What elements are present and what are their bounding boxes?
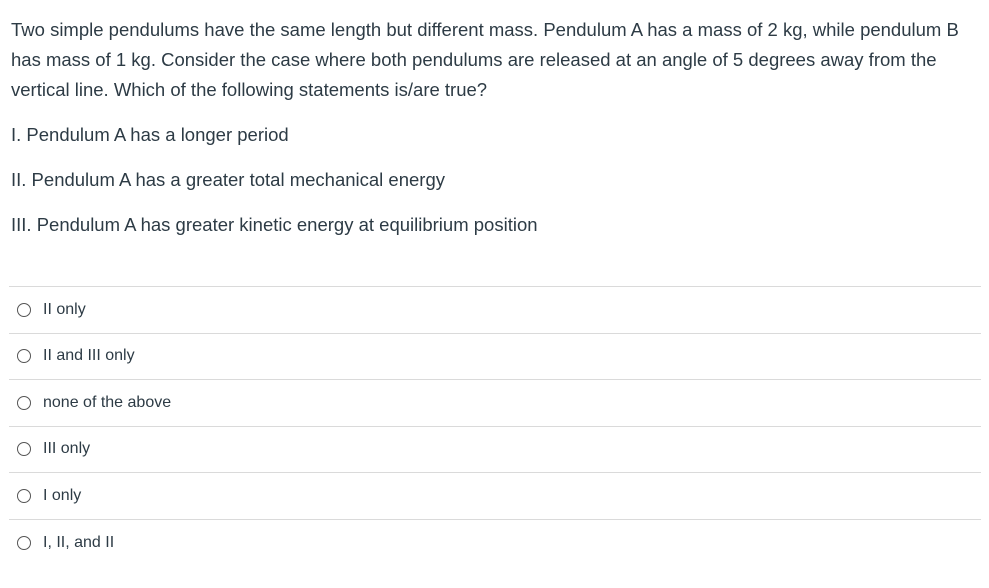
answer-label: none of the above (43, 393, 172, 411)
answer-option-1[interactable] (9, 287, 981, 334)
answer-label: I only (43, 486, 82, 504)
statement-2: II. Pendulum A has a greater total mechanical energy (11, 169, 445, 190)
answer-option-2[interactable] (9, 334, 981, 381)
answer-label: II only (43, 300, 86, 318)
radio-button[interactable] (17, 489, 31, 503)
question-block (11, 15, 976, 235)
radio-button[interactable] (17, 303, 31, 317)
radio-button[interactable] (17, 349, 31, 363)
answer-option-4[interactable] (9, 427, 981, 474)
statement-3: III. Pendulum A has greater kinetic energy at equilibrium position (11, 214, 538, 235)
answer-label: III only (43, 440, 91, 458)
statement-1: I. Pendulum A has a longer period (11, 124, 289, 145)
answer-label: II and III only (43, 347, 135, 365)
answer-option-3[interactable] (9, 380, 981, 427)
answer-label: I, II, and II (43, 533, 115, 551)
radio-button[interactable] (17, 536, 31, 550)
question-text: Two simple pendulums have the same length but different mass. Pendulum A has a mass of 2 kg, while pendulum B has mass of 1 kg. Consider the case where both pendulums are released at an angle of 5 degrees away from the vertical line. Which of the following statements is/are true? (11, 19, 959, 100)
answer-list (9, 286, 981, 566)
answer-option-6[interactable] (9, 520, 981, 567)
radio-button[interactable] (17, 442, 31, 456)
radio-button[interactable] (17, 396, 31, 410)
answer-option-5[interactable] (9, 473, 981, 520)
